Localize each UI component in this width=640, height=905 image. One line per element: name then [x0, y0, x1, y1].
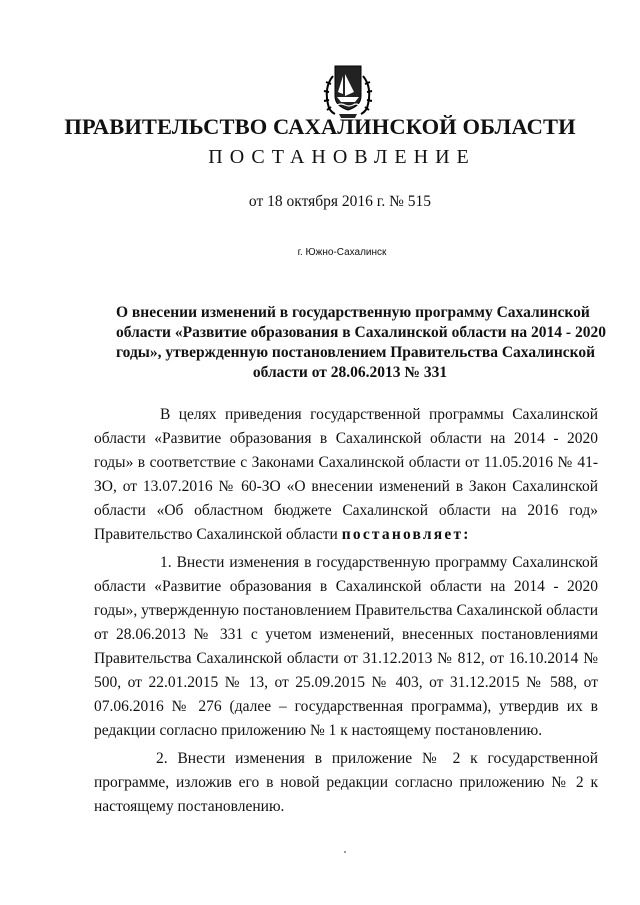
subject-line: О внесении изменений в государственную программу Сахалинской — [116, 304, 590, 321]
document-subject — [116, 303, 606, 383]
document-city: г. Южно-Сахалинск — [297, 247, 387, 258]
coat-of-arms-icon — [321, 62, 375, 120]
document-body — [94, 403, 598, 823]
subject-line: области «Развитие образования в Сахалинской области на 2014 - 2020 — [116, 324, 606, 341]
document-date-number: от 18 октября 2016 г. № 515 — [248, 193, 432, 210]
scan-speck — [344, 851, 346, 853]
item-1-paragraph: 1. Внести изменения в государственную программу Сахалинской области «Развитие образования в Сахалинской области на 2014 - 2020 годы», утвержденную постановлением Правительства Сахалинской области от 28.06.2013 № 331 с учетом изменений, внесенных постановлениями Правительства Сахалинской области от 31.12.2013 № 812, от 16.10.2014 № 500, от 22.01.2015 № 13, от 25.09.2015 № 403, от 31.12.2015 № 588, от 07.06.2016 № 276 (далее – государственная программа), утвердив их в редакции согласно приложению № 1 к настоящему постановлению. — [94, 554, 598, 739]
government-title: ПРАВИТЕЛЬСТВО САХАЛИНСКОЙ ОБЛАСТИ — [64, 114, 576, 139]
subject-line: годы», утвержденную постановлением Правительства Сахалинской — [116, 344, 596, 361]
resolves-punct: : — [463, 526, 471, 543]
item-2-paragraph: 2. Внести изменения в приложение № 2 к государственной программе, изложив его в новой редакции согласно приложению № 2 к настоящему постановлению. — [94, 750, 598, 815]
preamble-text: В целях приведения государственной программы Сахалинской области «Развитие образования в Сахалинской области на 2014 - 2020 годы» в соответствие с Законами Сахалинской области от 11.05.2016 № 41-ЗО, от 13.07.2016 № 60-ЗО «О внесении изменений в Закон Сахалинской области «Об областном бюджете Сахалинской области на 2016 год» Правительство Сахалинской области — [94, 406, 598, 543]
document-type: ПОСТАНОВЛЕНИЕ — [208, 146, 476, 168]
preamble-paragraph — [94, 403, 598, 547]
resolves-keyword: постановляет — [341, 526, 464, 543]
subject-line: области от 28.06.2013 № 331 — [252, 364, 448, 381]
